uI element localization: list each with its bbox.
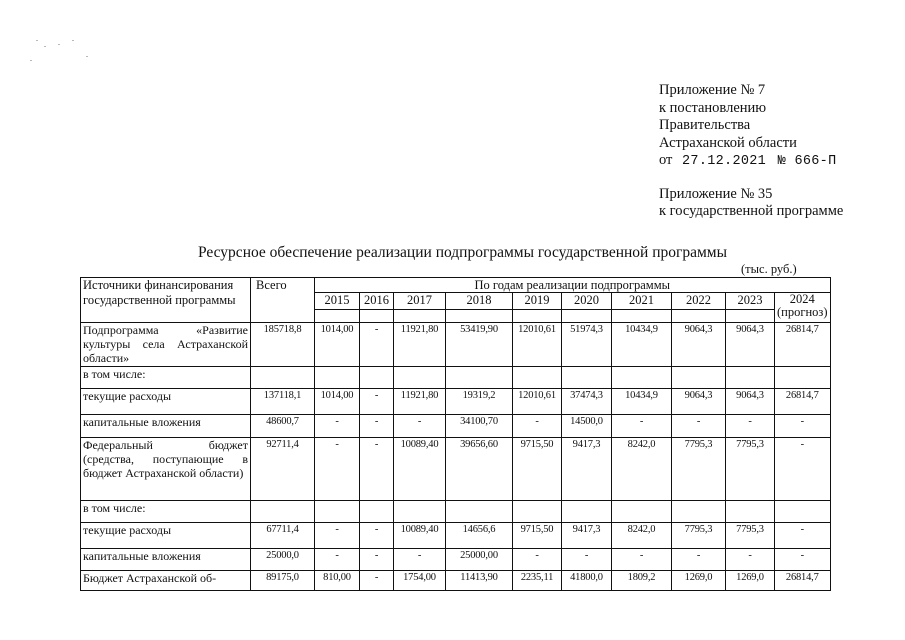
row-label: Подпрограмма «Развитие культуры села Астраханской области» [81,323,251,367]
row-label: капитальные вложения [81,549,251,571]
document-title: Ресурсное обеспечение реализации подпрограммы государственной программы [197,244,728,261]
empty-cell [315,501,360,523]
header-total: Всего [251,278,315,323]
row-value: 9064,3 [726,323,775,367]
row-value: 1754,00 [394,571,446,591]
row-value: 26814,7 [775,323,831,367]
row-label: в том числе: [81,501,251,523]
row-value: 9064,3 [672,389,726,415]
row-value: - [360,415,394,438]
row-value: - [775,438,831,501]
row-label: Федеральный бюджет (средства, поступающие в бюджет Астраханской области) [81,438,251,501]
row-value: 1014,00 [315,323,360,367]
row-value: 810,00 [315,571,360,591]
row-total: 185718,8 [251,323,315,367]
row-value: - [360,389,394,415]
row-value: - [775,549,831,571]
table-row [81,323,831,367]
row-value: 8242,0 [612,438,672,501]
row-value: 9064,3 [672,323,726,367]
appendix-line: Приложение № 35 [659,185,773,202]
row-value: 1269,0 [726,571,775,591]
row-value: - [562,549,612,571]
empty-cell [394,501,446,523]
document-date: 27.12.2021 [682,154,767,169]
table-row [81,571,831,591]
header-year: 2017 [394,293,446,310]
table-row [81,389,831,415]
empty-cell [446,501,513,523]
row-total: 137118,1 [251,389,315,415]
row-label: Бюджет Астраханской об- [81,571,251,591]
row-value: - [394,415,446,438]
row-value: 7795,3 [672,523,726,549]
row-value: 9417,3 [562,438,612,501]
row-value: 10434,9 [612,389,672,415]
row-value: - [315,438,360,501]
row-value: 7795,3 [726,523,775,549]
empty-cell [612,501,672,523]
row-value: - [726,549,775,571]
appendix-block [659,82,843,221]
row-total: 89175,0 [251,571,315,591]
table-row [81,415,831,438]
header-year: 2018 [446,293,513,310]
units-label: (тыс. руб.) [741,262,797,276]
table-row [81,438,831,501]
empty-cell [315,367,360,389]
empty-cell [360,367,394,389]
row-value: 11921,80 [394,323,446,367]
row-value: - [360,523,394,549]
header-by-years: По годам реализации подпрограммы [315,278,831,293]
row-value: - [513,549,562,571]
row-total: 25000,0 [251,549,315,571]
empty-cell [446,367,513,389]
empty-cell [360,501,394,523]
scan-speck [44,46,46,47]
row-value: 9417,3 [562,523,612,549]
empty-cell [775,367,831,389]
row-total: 48600,7 [251,415,315,438]
row-value: 7795,3 [726,438,775,501]
row-value: 14500,0 [562,415,612,438]
row-value: 37474,3 [562,389,612,415]
table-row [81,501,831,523]
table-row [81,367,831,389]
row-value: - [513,415,562,438]
empty-cell [394,367,446,389]
header-year: 2024 (прогноз) [775,293,831,323]
row-value: 19319,2 [446,389,513,415]
row-value: 39656,60 [446,438,513,501]
appendix-line: Правительства [659,117,751,133]
row-value: 25000,00 [446,549,513,571]
row-value: - [315,523,360,549]
row-label: текущие расходы [81,523,251,549]
appendix-line: Астраханской области [659,134,797,151]
scan-speck [36,40,38,41]
row-value: - [672,549,726,571]
empty-cell [251,367,315,389]
header-year: 2023 [726,293,775,310]
empty-cell [726,367,775,389]
row-value: 34100,70 [446,415,513,438]
document-number: № 666-П [777,154,837,169]
empty-cell [726,501,775,523]
row-value: - [315,549,360,571]
row-value: 26814,7 [775,389,831,415]
scan-speck [86,56,88,57]
row-value: 11921,80 [394,389,446,415]
row-value: - [726,415,775,438]
row-label: капитальные вложения [81,415,251,438]
appendix-date-line [659,152,843,171]
row-value: 1809,2 [612,571,672,591]
scan-speck [72,40,74,41]
row-value: 51974,3 [562,323,612,367]
scan-speck [30,60,32,61]
row-value: 7795,3 [672,438,726,501]
row-label: в том числе: [81,367,251,389]
row-value: 10089,40 [394,523,446,549]
empty-cell [562,367,612,389]
row-value: - [612,415,672,438]
appendix-line: Приложение № 7 [659,82,766,98]
header-row [81,278,831,293]
row-value: - [775,415,831,438]
row-value: - [775,523,831,549]
row-total: 67711,4 [251,523,315,549]
resources-table [80,277,831,591]
row-label: текущие расходы [81,389,251,415]
header-year: 2022 [672,293,726,310]
row-value: - [394,549,446,571]
empty-cell [562,501,612,523]
row-value: - [360,549,394,571]
row-value: 10434,9 [612,323,672,367]
appendix-line: к постановлению [659,99,767,116]
table-row [81,523,831,549]
header-year: 2016 [360,293,394,310]
row-value: 10089,40 [394,438,446,501]
empty-cell [513,367,562,389]
header-year: 2020 [562,293,612,310]
table-row [81,549,831,571]
row-value: - [672,415,726,438]
empty-cell [672,367,726,389]
row-value: 11413,90 [446,571,513,591]
row-total: 92711,4 [251,438,315,501]
row-value: 9715,50 [513,523,562,549]
row-value: 12010,61 [513,389,562,415]
row-value: - [612,549,672,571]
header-year: 2015 [315,293,360,310]
row-value: 9715,50 [513,438,562,501]
row-value: - [360,571,394,591]
row-value: 1269,0 [672,571,726,591]
appendix-line: к государственной программе [659,203,844,219]
empty-cell [775,501,831,523]
row-value: 1014,00 [315,389,360,415]
row-value: - [315,415,360,438]
scan-speck [58,44,60,45]
empty-cell [612,367,672,389]
header-year: 2019 [513,293,562,310]
row-value: 8242,0 [612,523,672,549]
empty-cell [672,501,726,523]
header-year: 2021 [612,293,672,310]
row-value: 9064,3 [726,389,775,415]
row-value: 53419,90 [446,323,513,367]
empty-cell [513,501,562,523]
row-value: 2235,11 [513,571,562,591]
header-sources: Источники финансирования государственной программы [81,278,251,323]
row-value: 41800,0 [562,571,612,591]
empty-cell [251,501,315,523]
date-prefix: от [659,152,673,168]
row-value: - [360,438,394,501]
row-value: 26814,7 [775,571,831,591]
row-value: 12010,61 [513,323,562,367]
row-value: 14656,6 [446,523,513,549]
row-value: - [360,323,394,367]
